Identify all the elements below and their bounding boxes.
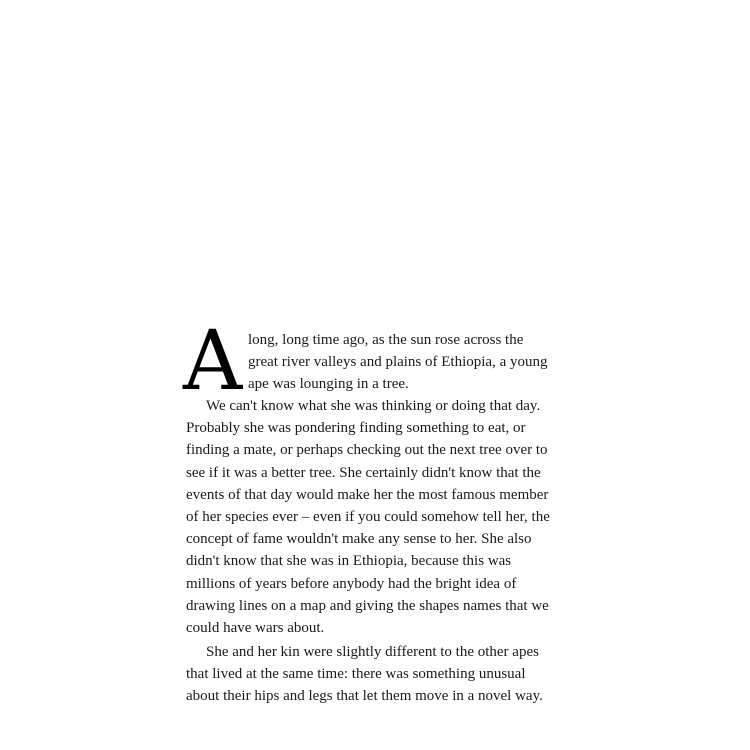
text-line: that lived at the same time: there was something unusual (186, 666, 526, 683)
page-body-text (183, 314, 558, 708)
paragraph-2 (186, 395, 558, 639)
opening-line-2: great river valleys and plains of Ethiopia, a young (248, 354, 548, 371)
text-line: We can't know what she was thinking or doing that day. (206, 398, 541, 414)
text-line: events of that day would make her the most famous member (186, 486, 549, 503)
opening-line-1: long, long time ago, as the sun rose across the (248, 332, 524, 348)
text-line: finding a mate, or perhaps checking out the next tree over to (186, 442, 548, 459)
drop-cap: A (183, 314, 243, 409)
text-line: concept of fame wouldn't make any sense to her. She also (186, 531, 532, 548)
text-line: Probably she was pondering finding something to eat, or (186, 420, 526, 437)
text-line: of her species ever – even if you could somehow tell her, the (186, 508, 550, 525)
text-line: see if it was a better tree. She certainly didn't know that the (186, 464, 541, 481)
paragraph-3 (186, 641, 558, 708)
text-line: She and her kin were slightly different to the other apes (206, 644, 539, 661)
opening-line-3: ape was lounging in a tree. (248, 376, 409, 393)
text-line: drawing lines on a map and giving the shapes names that we (186, 597, 549, 614)
text-line: didn't know that she was in Ethiopia, because this was (186, 553, 512, 570)
text-line: could have wars about. (186, 619, 325, 636)
text-line: millions of years before anybody had the bright idea of (186, 575, 517, 592)
text-line: about their hips and legs that let them move in a novel way. (186, 688, 543, 705)
